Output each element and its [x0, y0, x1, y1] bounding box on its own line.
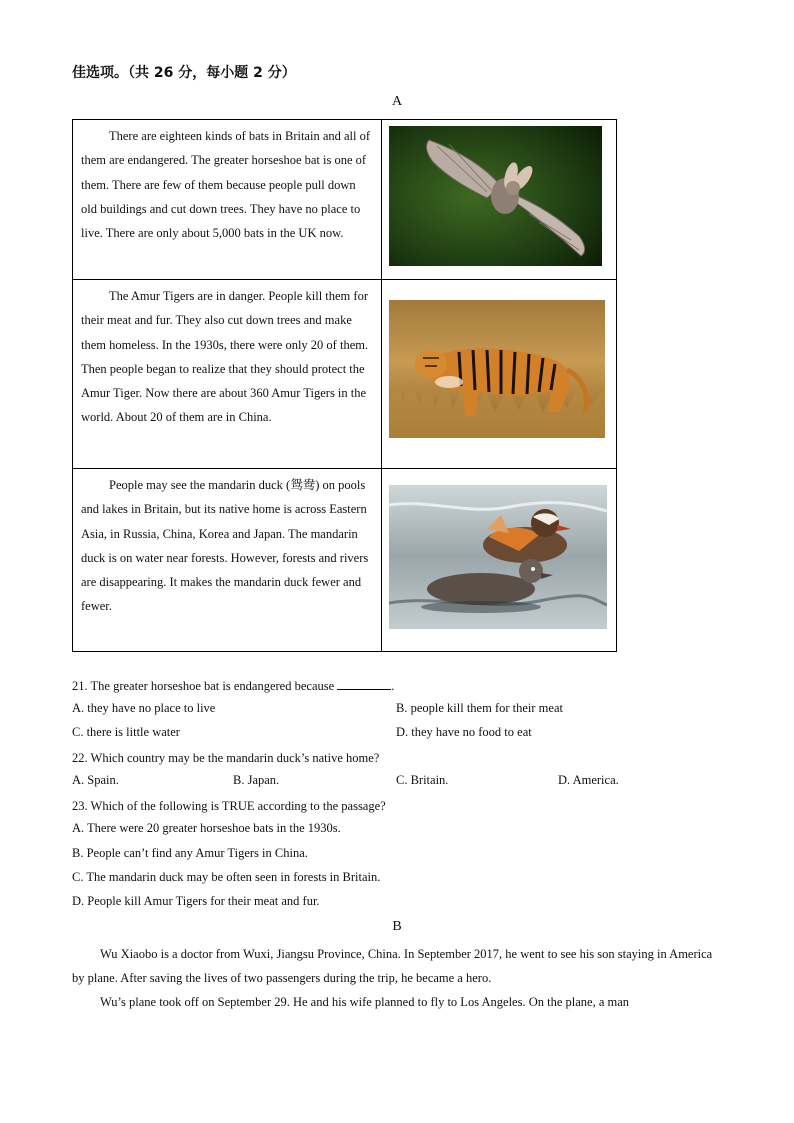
question-23-option-a: A. There were 20 greater horseshoe bats in the 1930s.	[72, 821, 341, 835]
passage-b-paragraph-1: Wu Xiaobo is a doctor from Wuxi, Jiangsu Province, China. In September 2017, he went to see his son staying in America by plane. After saving the lives of two passengers during the trip, he became a hero.	[72, 947, 713, 985]
question-22-option-b: B. Japan.	[233, 773, 280, 787]
question-21-option-b: B. people kill them for their meat	[396, 701, 563, 715]
duck-image-cell	[382, 469, 617, 652]
passage-a-table	[72, 119, 617, 652]
question-21-option-d: D. they have no food to eat	[396, 725, 532, 739]
answer-blank	[337, 677, 391, 690]
question-23-option-c: C. The mandarin duck may be often seen in forests in Britain.	[72, 870, 381, 884]
table-row	[73, 280, 617, 469]
table-row	[73, 469, 617, 652]
duck-text-cell	[73, 469, 382, 652]
question-21	[72, 677, 394, 695]
duck-photo	[389, 485, 607, 629]
bat-paragraph: There are eighteen kinds of bats in Britain and all of them are endangered. The greater horseshoe bat is one of them. There are few of them because people pull down old buildings and cut down trees. They have no place to live. There are only about 5,000 bats in the UK now.	[81, 129, 371, 241]
bat-text-cell	[73, 120, 382, 280]
section-header: 佳选项。（共 26 分，每小题 2 分）	[72, 65, 296, 81]
question-21-end: .	[391, 679, 395, 693]
question-22-option-a: A. Spain.	[72, 773, 119, 787]
question-22: 22. Which country may be the mandarin duck’s native home?	[72, 751, 380, 765]
question-23-option-d: D. People kill Amur Tigers for their meat and fur.	[72, 894, 320, 908]
passage-b-paragraph-2: Wu’s plane took off on September 29. He and his wife planned to fly to Los Angeles. On the plane, a man	[100, 995, 630, 1009]
question-21-stem: 21. The greater horseshoe bat is endangered because	[72, 679, 335, 693]
question-21-option-c: C. there is little water	[72, 725, 180, 739]
tiger-paragraph: The Amur Tigers are in danger. People kill them for their meat and fur. They also cut down trees and make them homeless. In the 1930s, there were only 20 of them. Then people began to realize that they should protect the Amur Tiger. Now there are about 360 Amur Tigers in the world. About 20 of them are in China.	[81, 289, 369, 425]
duck-paragraph: People may see the mandarin duck (鸳鸯) on pools and lakes in Britain, but its native home is across Eastern Asia, in Russia, China, Korea and Japan. The mandarin duck is on water near forests. However, forests and rivers are disappearing. It makes the mandarin duck fewer and fewer.	[81, 478, 369, 614]
bat-image-cell	[382, 120, 617, 280]
bat-photo	[389, 126, 602, 266]
tiger-image-cell	[382, 280, 617, 469]
question-21-option-a: A. they have no place to live	[72, 701, 216, 715]
question-22-option-c: C. Britain.	[396, 773, 449, 787]
passage-b-title: B	[392, 919, 402, 934]
tiger-text-cell	[73, 280, 382, 469]
tiger-photo	[389, 300, 605, 438]
question-23-option-b: B. People can’t find any Amur Tigers in China.	[72, 846, 308, 860]
table-row	[73, 120, 617, 280]
passage-a-title: A	[391, 94, 403, 109]
question-22-option-d: D. America.	[558, 773, 619, 787]
question-23: 23. Which of the following is TRUE according to the passage?	[72, 799, 386, 813]
